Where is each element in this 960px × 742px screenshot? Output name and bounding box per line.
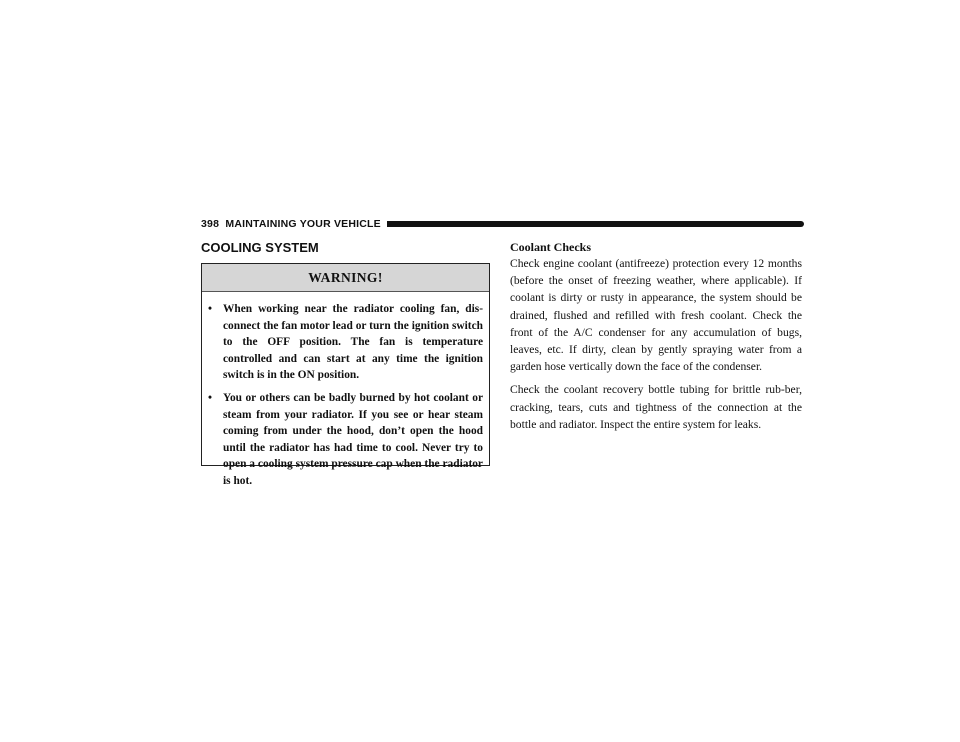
warning-title: WARNING! <box>202 264 489 292</box>
coolant-checks-section <box>510 240 802 439</box>
warning-box <box>201 263 490 487</box>
bullet-icon: • <box>208 391 212 404</box>
warning-item-text: You or others can be badly burned by hot coolant or steam from your radiator. If you see or hear steam coming from under the hood, don’t open the hood until the radiator has had time to cool. Never try to open a cooling system pressure cap when the radiator is hot. <box>223 391 483 487</box>
coolant-checks-paragraph: Check engine coolant (antifreeze) protection every 12 months (before the onset of freezing weather, where applicable). If coolant is dirty or rusty in appearance, the system should be drained, flushed and refilled with fresh coolant. Check the front of the A/C condenser for any accumulation of bugs, leaves, etc. If dirty, clean by gently spraying water from a garden hose vertically down the face of the condenser. <box>510 257 802 374</box>
warning-item <box>208 301 483 384</box>
warning-list <box>202 292 489 490</box>
section-title: COOLING SYSTEM <box>201 240 319 255</box>
running-section-title: MAINTAINING YOUR VEHICLE <box>225 218 381 230</box>
page-number: 398 <box>201 218 220 230</box>
warning-item-text: When working near the radiator cooling fan, dis-connect the fan motor lead or turn the ignition switch to the OFF position. The fan is temperature controlled and can start at any time the ignition switch is in the ON position. <box>223 303 483 382</box>
header-rule <box>387 221 804 227</box>
bullet-icon: • <box>208 303 212 315</box>
page-header <box>201 217 804 231</box>
page-header-text <box>201 218 381 230</box>
coolant-checks-paragraph: Check the coolant recovery bottle tubing for brittle rub-ber, cracking, tears, cuts and tightness of the connection at the bottle and radiator. Inspect the entire system for leaks. <box>510 383 802 431</box>
warning-item <box>208 390 483 490</box>
coolant-checks-title: Coolant Checks <box>510 240 592 254</box>
